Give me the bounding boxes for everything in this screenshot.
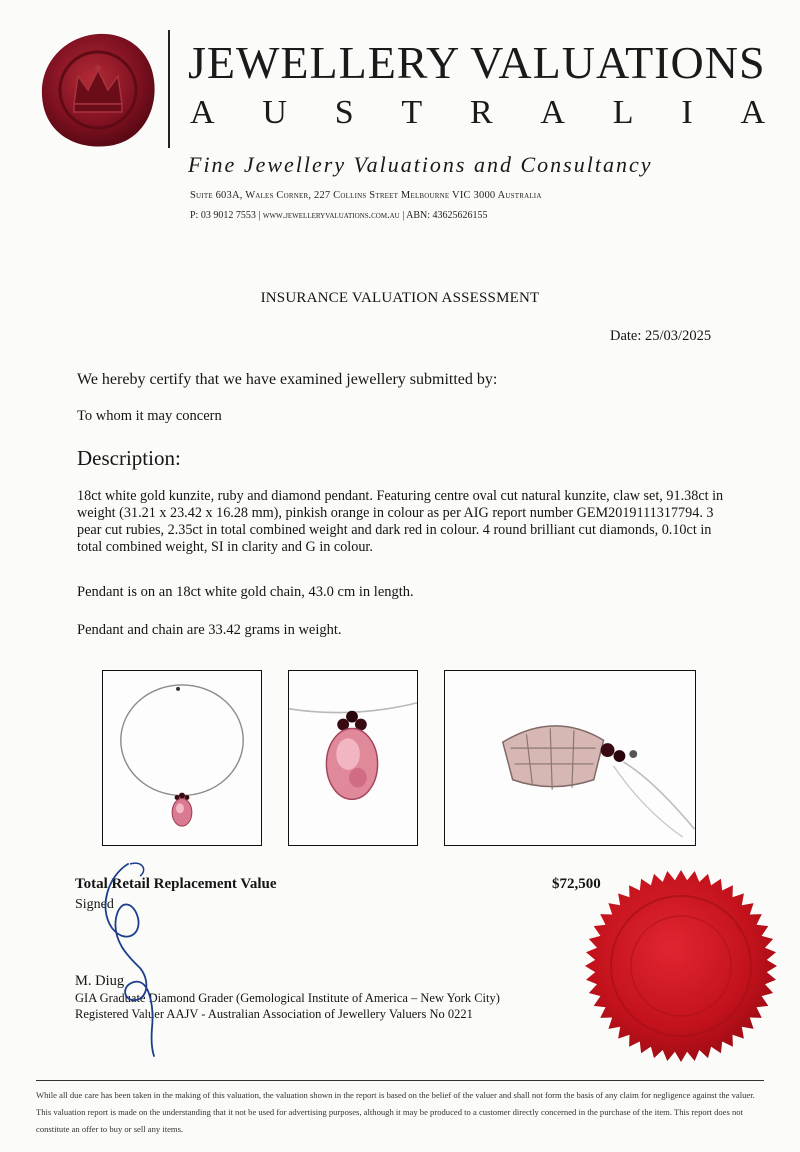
pendant-photo-full [102, 670, 262, 846]
contact-details: P: 03 9012 7553 | www.jewelleryvaluations.com.au | ABN: 43625626155 [190, 210, 488, 221]
certification-statement: We hereby certify that we have examined jewellery submitted by: [77, 371, 498, 388]
pendant-photo-side [444, 670, 696, 846]
description-heading: Description: [77, 446, 181, 470]
signed-label: Signed [75, 897, 114, 912]
subtitle-letter: S [334, 94, 354, 131]
brand-subtitle [190, 94, 765, 132]
brand-title: JEWELLERY VALUATIONS [188, 37, 766, 88]
footer-divider [36, 1080, 764, 1081]
subtitle-letter: L [612, 94, 634, 131]
valuer-credential-gia: GIA Graduate Diamond Grader (Gemological Institute of America – New York City) [75, 991, 500, 1005]
document-date: Date: 25/03/2025 [610, 328, 712, 344]
crown-wax-seal-logo [38, 30, 158, 150]
handwritten-signature [90, 858, 180, 1058]
document-title: INSURANCE VALUATION ASSESSMENT [260, 290, 540, 306]
total-value-label: Total Retail Replacement Value [75, 876, 277, 892]
subtitle-letter: A [740, 94, 765, 131]
pendant-photo-closeup [288, 670, 418, 846]
subtitle-letter: A [190, 94, 215, 131]
submitted-by: To whom it may concern [77, 408, 222, 424]
valuer-credential-aajv: Registered Valuer AAJV - Australian Association of Jewellery Valuers No 0221 [75, 1007, 473, 1021]
subtitle-letter: I [681, 94, 693, 131]
subtitle-letter: T [401, 94, 423, 131]
address: Suite 603A, Wales Corner, 227 Collins Street Melbourne VIC 3000 Australia [190, 190, 542, 201]
weight-details: Pendant and chain are 33.42 grams in weight. [77, 622, 342, 638]
valuer-name: M. Diug [75, 973, 125, 989]
subtitle-letter: R [469, 94, 493, 131]
subtitle-letter: A [540, 94, 565, 131]
disclaimer: While all due care has been taken in the making of this valuation, the valuation shown in the report is based on the belief of the valuer and shall not form the basis of any claim for negligence against the valuer. This valuation report is made on the understanding that it not be used for advertising purposes, although it may be produced to a customer directly concerned in the purchase of the item. This report does not constitute an offer to buy or sell any items. [36, 1090, 755, 1134]
chain-details: Pendant is on an 18ct white gold chain, 43.0 cm in length. [77, 584, 414, 600]
header-divider [168, 30, 170, 148]
subtitle-letter: U [262, 94, 287, 131]
total-value-amount: $72,500 [552, 876, 601, 892]
tagline: Fine Jewellery Valuations and Consultancy [188, 152, 653, 177]
red-notary-seal [583, 868, 779, 1064]
description-text: 18ct white gold kunzite, ruby and diamond pendant. Featuring centre oval cut natural kunzite, claw set, 91.38ct in weight (31.21 x 23.42 x 16.28 mm), pinkish orange in colour as per AIG report number GEM2019111317794. 3 pear cut rubies, 2.35ct in total combined weight and dark red in colour. 4 round brilliant cut diamonds, 0.10ct in total combined weight, SI in clarity and G in colour. [77, 488, 724, 555]
